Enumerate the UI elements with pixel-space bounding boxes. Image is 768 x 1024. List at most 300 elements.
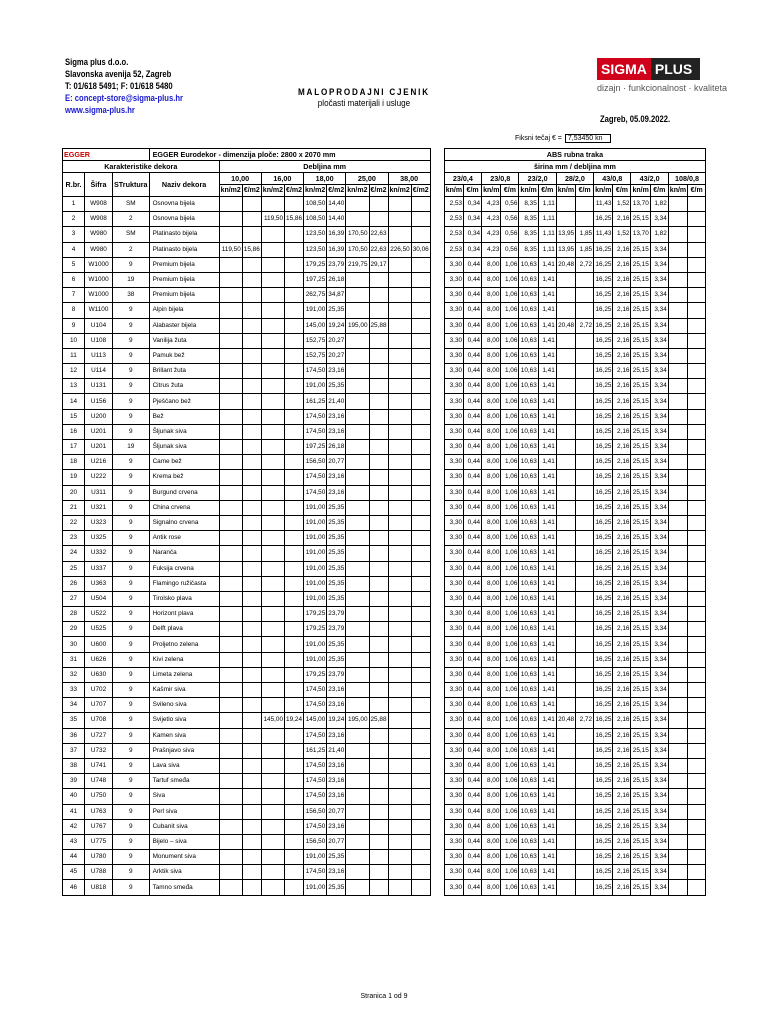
table-cell: 25,15 bbox=[631, 288, 650, 303]
table-cell bbox=[688, 333, 706, 348]
table-cell bbox=[388, 819, 411, 834]
table-cell bbox=[668, 288, 687, 303]
table-cell bbox=[556, 546, 575, 561]
table-cell: 1,06 bbox=[501, 257, 519, 272]
table-cell bbox=[261, 850, 284, 865]
table-cell: 1,06 bbox=[501, 561, 519, 576]
table-cell: 10,63 bbox=[519, 394, 538, 409]
table-cell: 0,44 bbox=[464, 364, 482, 379]
table-cell: 34 bbox=[63, 698, 85, 713]
spacer-cell bbox=[430, 561, 444, 576]
table-cell bbox=[219, 804, 242, 819]
table-cell bbox=[388, 576, 411, 591]
table-cell: 2,16 bbox=[613, 212, 631, 227]
table-row bbox=[63, 652, 706, 667]
table-cell bbox=[346, 470, 369, 485]
table-cell bbox=[576, 591, 594, 606]
table-cell bbox=[688, 531, 706, 546]
table-cell bbox=[346, 698, 369, 713]
table-row bbox=[63, 303, 706, 318]
table-cell bbox=[346, 379, 369, 394]
table-cell: 9 bbox=[113, 485, 150, 500]
table-cell: 16,25 bbox=[594, 804, 613, 819]
table-cell: 3,34 bbox=[650, 440, 668, 455]
table-cell bbox=[346, 576, 369, 591]
table-cell bbox=[556, 455, 575, 470]
table-cell: 3,34 bbox=[650, 819, 668, 834]
table-cell: 3,34 bbox=[650, 667, 668, 682]
table-cell: U741 bbox=[85, 758, 113, 773]
table-cell: U323 bbox=[85, 515, 113, 530]
company-email[interactable]: E: concept-store@sigma-plus.hr bbox=[65, 93, 183, 103]
table-cell: 0,44 bbox=[464, 774, 482, 789]
table-cell: 9 bbox=[113, 743, 150, 758]
table-cell bbox=[242, 440, 261, 455]
table-cell: 19,24 bbox=[285, 713, 304, 728]
table-cell bbox=[219, 622, 242, 637]
table-cell: U748 bbox=[85, 774, 113, 789]
table-cell: 23,79 bbox=[327, 607, 346, 622]
debljina-header: Debljina mm bbox=[219, 161, 430, 173]
table-cell: 8,00 bbox=[482, 758, 501, 773]
table-cell: 0,44 bbox=[464, 683, 482, 698]
spacer-cell bbox=[430, 637, 444, 652]
table-cell: 1,41 bbox=[538, 683, 556, 698]
table-cell: 179,25 bbox=[304, 622, 327, 637]
table-cell bbox=[369, 333, 388, 348]
table-cell: 8,00 bbox=[482, 698, 501, 713]
table-cell bbox=[285, 546, 304, 561]
table-cell bbox=[261, 303, 284, 318]
table-cell: 119,50 bbox=[261, 212, 284, 227]
table-cell bbox=[219, 212, 242, 227]
table-cell bbox=[219, 698, 242, 713]
table-cell bbox=[388, 561, 411, 576]
table-cell bbox=[285, 774, 304, 789]
table-cell bbox=[388, 227, 411, 242]
table-cell: 161,25 bbox=[304, 743, 327, 758]
abs-size-header: 23/0,4 bbox=[444, 173, 481, 185]
table-cell: 25,15 bbox=[631, 743, 650, 758]
table-cell bbox=[242, 698, 261, 713]
table-cell: 3,34 bbox=[650, 348, 668, 363]
table-cell: 8,00 bbox=[482, 637, 501, 652]
table-cell bbox=[242, 774, 261, 789]
table-cell bbox=[285, 865, 304, 880]
table-cell bbox=[219, 728, 242, 743]
table-cell: 10,63 bbox=[519, 409, 538, 424]
table-cell: 26,18 bbox=[327, 272, 346, 287]
table-cell bbox=[242, 303, 261, 318]
table-cell bbox=[688, 728, 706, 743]
table-cell bbox=[388, 591, 411, 606]
table-cell bbox=[285, 364, 304, 379]
table-cell bbox=[688, 834, 706, 849]
table-cell: 3,34 bbox=[650, 242, 668, 257]
table-cell bbox=[556, 272, 575, 287]
table-cell bbox=[242, 212, 261, 227]
table-cell: 10,63 bbox=[519, 576, 538, 591]
table-cell bbox=[285, 531, 304, 546]
table-cell: 1,41 bbox=[538, 561, 556, 576]
table-cell: 2,16 bbox=[613, 303, 631, 318]
table-cell bbox=[411, 880, 430, 895]
table-cell: 8,00 bbox=[482, 333, 501, 348]
table-cell bbox=[242, 500, 261, 515]
table-cell: 9 bbox=[113, 758, 150, 773]
table-cell bbox=[219, 485, 242, 500]
table-cell bbox=[411, 257, 430, 272]
spacer-cell bbox=[430, 212, 444, 227]
table-cell bbox=[369, 272, 388, 287]
table-cell: 1,41 bbox=[538, 333, 556, 348]
table-cell: 9 bbox=[113, 531, 150, 546]
table-cell: 2,16 bbox=[613, 758, 631, 773]
table-cell: 30,06 bbox=[411, 242, 430, 257]
table-cell: 9 bbox=[113, 728, 150, 743]
table-cell: 1 bbox=[63, 197, 85, 212]
table-cell: U104 bbox=[85, 318, 113, 333]
table-cell bbox=[388, 348, 411, 363]
table-cell bbox=[668, 880, 687, 895]
table-cell: 174,50 bbox=[304, 485, 327, 500]
table-cell bbox=[668, 303, 687, 318]
table-cell: 0,44 bbox=[464, 728, 482, 743]
table-cell: 14,40 bbox=[327, 212, 346, 227]
table-cell bbox=[668, 348, 687, 363]
table-cell: 9 bbox=[113, 850, 150, 865]
table-cell: 9 bbox=[113, 257, 150, 272]
table-cell bbox=[411, 774, 430, 789]
logo-part1: SIGMA bbox=[597, 58, 651, 80]
table-cell: 0,44 bbox=[464, 758, 482, 773]
unit-header: €/m bbox=[650, 185, 668, 197]
table-cell: 2,16 bbox=[613, 333, 631, 348]
table-cell bbox=[688, 257, 706, 272]
table-cell bbox=[219, 364, 242, 379]
table-cell: 16,25 bbox=[594, 546, 613, 561]
table-cell: 1,06 bbox=[501, 440, 519, 455]
table-row bbox=[63, 591, 706, 606]
table-cell: 2,16 bbox=[613, 622, 631, 637]
table-cell: 3,30 bbox=[444, 637, 463, 652]
table-cell: 3,34 bbox=[650, 743, 668, 758]
table-row bbox=[63, 318, 706, 333]
table-cell bbox=[388, 531, 411, 546]
table-cell bbox=[285, 257, 304, 272]
table-cell: 3,30 bbox=[444, 348, 463, 363]
table-cell: 1,41 bbox=[538, 272, 556, 287]
table-cell: 195,00 bbox=[346, 713, 369, 728]
table-cell: 16,25 bbox=[594, 683, 613, 698]
table-cell bbox=[411, 804, 430, 819]
table-cell: 3,34 bbox=[650, 212, 668, 227]
table-cell: 8,35 bbox=[519, 242, 538, 257]
table-cell bbox=[285, 880, 304, 895]
table-row bbox=[63, 272, 706, 287]
table-cell bbox=[411, 364, 430, 379]
table-cell bbox=[219, 546, 242, 561]
table-cell: 16,25 bbox=[594, 819, 613, 834]
table-cell bbox=[242, 728, 261, 743]
table-cell bbox=[219, 440, 242, 455]
table-cell: 2,16 bbox=[613, 637, 631, 652]
table-row bbox=[63, 607, 706, 622]
table-cell: 0,44 bbox=[464, 288, 482, 303]
table-cell bbox=[346, 591, 369, 606]
table-cell: 25,88 bbox=[369, 713, 388, 728]
table-cell: 0,44 bbox=[464, 804, 482, 819]
table-cell: 25 bbox=[63, 561, 85, 576]
table-cell bbox=[556, 758, 575, 773]
table-cell: 2,16 bbox=[613, 713, 631, 728]
table-cell: 0,44 bbox=[464, 409, 482, 424]
table-cell: 16,25 bbox=[594, 394, 613, 409]
table-cell bbox=[369, 212, 388, 227]
table-cell: 174,50 bbox=[304, 865, 327, 880]
table-cell: 25,15 bbox=[631, 804, 650, 819]
table-cell: 161,25 bbox=[304, 394, 327, 409]
table-cell bbox=[346, 637, 369, 652]
table-cell bbox=[411, 667, 430, 682]
table-cell: 2,53 bbox=[444, 227, 463, 242]
table-cell bbox=[346, 561, 369, 576]
table-cell bbox=[388, 470, 411, 485]
table-cell: 4,23 bbox=[482, 227, 501, 242]
table-cell: 1,06 bbox=[501, 288, 519, 303]
table-cell: 191,00 bbox=[304, 561, 327, 576]
table-cell: 9 bbox=[113, 379, 150, 394]
table-cell: 3,34 bbox=[650, 758, 668, 773]
unit-header: kn/m2 bbox=[219, 185, 242, 197]
table-cell: 3,30 bbox=[444, 622, 463, 637]
table-cell bbox=[369, 531, 388, 546]
table-cell: 1,52 bbox=[613, 197, 631, 212]
table-cell bbox=[556, 333, 575, 348]
table-cell bbox=[688, 561, 706, 576]
table-cell: 2,16 bbox=[613, 272, 631, 287]
table-cell bbox=[369, 515, 388, 530]
table-cell: 35 bbox=[63, 713, 85, 728]
table-cell: 10,63 bbox=[519, 424, 538, 439]
table-cell: 7 bbox=[63, 288, 85, 303]
table-cell: 174,50 bbox=[304, 364, 327, 379]
table-cell: 145,00 bbox=[304, 318, 327, 333]
table-cell: 16,25 bbox=[594, 500, 613, 515]
table-cell bbox=[261, 637, 284, 652]
table-cell: 0,44 bbox=[464, 591, 482, 606]
table-cell bbox=[369, 683, 388, 698]
table-cell bbox=[668, 424, 687, 439]
table-row bbox=[63, 409, 706, 424]
table-cell: 2,16 bbox=[613, 364, 631, 379]
company-web[interactable]: www.sigma-plus.hr bbox=[65, 105, 135, 115]
table-cell bbox=[688, 637, 706, 652]
table-row bbox=[63, 546, 706, 561]
table-cell bbox=[576, 515, 594, 530]
table-cell: 9 bbox=[113, 515, 150, 530]
table-cell: 3,34 bbox=[650, 834, 668, 849]
spacer-cell bbox=[430, 394, 444, 409]
unit-header: €/m2 bbox=[285, 185, 304, 197]
table-cell: 23,79 bbox=[327, 667, 346, 682]
table-cell bbox=[261, 819, 284, 834]
table-cell: 1,41 bbox=[538, 440, 556, 455]
table-cell: 2,16 bbox=[613, 318, 631, 333]
table-cell: 262,75 bbox=[304, 288, 327, 303]
table-cell bbox=[285, 758, 304, 773]
table-cell: 2,16 bbox=[613, 242, 631, 257]
table-cell: 174,50 bbox=[304, 819, 327, 834]
table-cell: 219,75 bbox=[346, 257, 369, 272]
spacer-cell bbox=[430, 880, 444, 895]
table-cell bbox=[285, 288, 304, 303]
table-cell bbox=[668, 743, 687, 758]
table-cell: 19 bbox=[113, 440, 150, 455]
table-cell: 3,30 bbox=[444, 424, 463, 439]
table-cell bbox=[219, 515, 242, 530]
table-cell: 10,63 bbox=[519, 515, 538, 530]
abs-title: ABS rubna traka bbox=[444, 149, 705, 161]
table-row bbox=[63, 850, 706, 865]
table-cell bbox=[242, 789, 261, 804]
table-cell bbox=[576, 212, 594, 227]
thickness-header: 25,00 bbox=[346, 173, 388, 185]
table-cell: 16,25 bbox=[594, 333, 613, 348]
table-cell: 191,00 bbox=[304, 591, 327, 606]
table-cell: 10,63 bbox=[519, 591, 538, 606]
table-cell: 3,34 bbox=[650, 591, 668, 606]
table-cell bbox=[242, 257, 261, 272]
table-cell: 25,15 bbox=[631, 531, 650, 546]
table-cell: 25,35 bbox=[327, 850, 346, 865]
table-cell: 3,30 bbox=[444, 440, 463, 455]
table-cell: 1,41 bbox=[538, 515, 556, 530]
table-cell: 25,35 bbox=[327, 515, 346, 530]
table-cell bbox=[219, 850, 242, 865]
table-cell: Prašnjavo siva bbox=[149, 743, 219, 758]
table-cell bbox=[688, 227, 706, 242]
table-cell bbox=[411, 394, 430, 409]
table-cell: 11,43 bbox=[594, 197, 613, 212]
table-cell: 25,15 bbox=[631, 257, 650, 272]
table-cell bbox=[346, 394, 369, 409]
table-cell: 32 bbox=[63, 667, 85, 682]
unit-header: kn/m bbox=[444, 185, 463, 197]
table-cell: 1,06 bbox=[501, 667, 519, 682]
unit-header: kn/m bbox=[482, 185, 501, 197]
table-cell: 3 bbox=[63, 227, 85, 242]
table-cell bbox=[688, 272, 706, 287]
table-cell bbox=[346, 212, 369, 227]
table-cell: 1,41 bbox=[538, 698, 556, 713]
table-cell bbox=[668, 576, 687, 591]
table-cell: 16,25 bbox=[594, 622, 613, 637]
table-cell: U108 bbox=[85, 333, 113, 348]
table-cell bbox=[369, 774, 388, 789]
table-cell bbox=[411, 227, 430, 242]
unit-header: kn/m bbox=[556, 185, 575, 197]
table-cell: 25,35 bbox=[327, 303, 346, 318]
table-cell: 2,16 bbox=[613, 531, 631, 546]
table-cell bbox=[219, 865, 242, 880]
table-cell bbox=[388, 257, 411, 272]
table-cell bbox=[576, 698, 594, 713]
table-row bbox=[63, 774, 706, 789]
table-cell bbox=[219, 409, 242, 424]
table-cell: 10,63 bbox=[519, 257, 538, 272]
table-cell bbox=[688, 455, 706, 470]
exchange-rate-label: Fiksni tečaj € = bbox=[515, 135, 562, 142]
table-cell: 8,00 bbox=[482, 819, 501, 834]
table-cell: U201 bbox=[85, 440, 113, 455]
table-cell: 10,63 bbox=[519, 455, 538, 470]
table-cell: 25,15 bbox=[631, 607, 650, 622]
table-cell bbox=[411, 303, 430, 318]
table-cell: Lava siva bbox=[149, 758, 219, 773]
table-cell: 1,41 bbox=[538, 804, 556, 819]
table-cell: 3,34 bbox=[650, 607, 668, 622]
table-cell: 2 bbox=[113, 212, 150, 227]
table-cell: U325 bbox=[85, 531, 113, 546]
table-cell bbox=[668, 561, 687, 576]
spacer-cell bbox=[430, 576, 444, 591]
table-row bbox=[63, 637, 706, 652]
table-cell bbox=[556, 409, 575, 424]
table-cell: 25,15 bbox=[631, 591, 650, 606]
table-cell: 1,06 bbox=[501, 424, 519, 439]
table-cell: 1,41 bbox=[538, 531, 556, 546]
table-cell: 12 bbox=[63, 364, 85, 379]
table-cell bbox=[411, 379, 430, 394]
table-cell bbox=[388, 698, 411, 713]
table-cell: 20,48 bbox=[556, 713, 575, 728]
document-subtitle: pločasti materijali i usluge bbox=[317, 98, 411, 108]
table-cell bbox=[261, 743, 284, 758]
table-cell bbox=[411, 288, 430, 303]
spacer-cell bbox=[430, 819, 444, 834]
table-cell bbox=[388, 379, 411, 394]
spacer-cell bbox=[430, 774, 444, 789]
table-cell: 16,25 bbox=[594, 667, 613, 682]
table-cell bbox=[576, 758, 594, 773]
table-cell bbox=[388, 515, 411, 530]
table-cell: 25,15 bbox=[631, 561, 650, 576]
table-cell bbox=[242, 607, 261, 622]
table-cell: 20,77 bbox=[327, 804, 346, 819]
table-cell: 36 bbox=[63, 728, 85, 743]
table-cell bbox=[369, 591, 388, 606]
table-cell: Narančа bbox=[149, 546, 219, 561]
table-cell: 2,16 bbox=[613, 515, 631, 530]
table-cell: 2,16 bbox=[613, 288, 631, 303]
table-cell bbox=[576, 850, 594, 865]
table-row bbox=[63, 288, 706, 303]
table-cell: 2,72 bbox=[576, 257, 594, 272]
table-cell bbox=[556, 789, 575, 804]
table-cell: 1,06 bbox=[501, 485, 519, 500]
table-cell bbox=[219, 455, 242, 470]
table-cell: 25,15 bbox=[631, 379, 650, 394]
table-cell bbox=[576, 880, 594, 895]
table-cell: 3,30 bbox=[444, 409, 463, 424]
table-cell: U156 bbox=[85, 394, 113, 409]
table-cell bbox=[261, 561, 284, 576]
table-cell: 23,79 bbox=[327, 257, 346, 272]
abs-size-header: 28/2,0 bbox=[556, 173, 593, 185]
table-cell bbox=[668, 850, 687, 865]
table-cell: 25,15 bbox=[631, 683, 650, 698]
